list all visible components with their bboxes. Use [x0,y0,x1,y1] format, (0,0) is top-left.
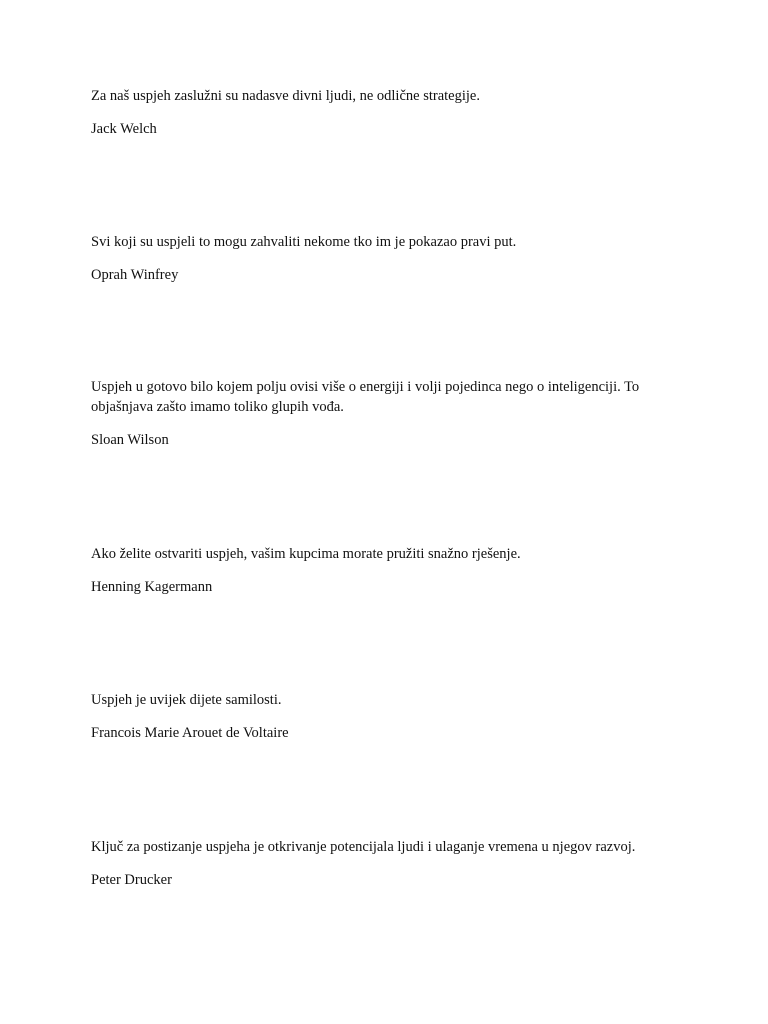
quote-author: Francois Marie Arouet de Voltaire [91,725,289,741]
quote-block [91,690,691,743]
quote-author: Oprah Winfrey [91,267,179,283]
quote-block [91,86,691,139]
quote-author: Jack Welch [91,121,157,137]
quote-text: Ako želite ostvariti uspjeh, vašim kupcima morate pružiti snažno rješenje. [91,546,521,562]
quote-block [91,837,691,890]
quote-author: Sloan Wilson [91,432,169,448]
quote-block [91,544,691,597]
quote-text: Uspjeh je uvijek dijete samilosti. [91,692,282,708]
quote-author: Peter Drucker [91,872,172,888]
quote-text: Za naš uspjeh zaslužni su nadasve divni ljudi, ne odlične strategije. [91,88,480,104]
quote-block [91,377,691,450]
quote-block [91,232,691,285]
quote-text: Svi koji su uspjeli to mogu zahvaliti nekome tko im je pokazao pravi put. [91,234,517,250]
quote-text: Uspjeh u gotovo bilo kojem polju ovisi više o energiji i volji pojedinca nego o inteligenciji. To objašnjava zašto imamo toliko glupih vođa. [91,379,640,415]
quote-text: Ključ za postizanje uspjeha je otkrivanje potencijala ljudi i ulaganje vremena u njegov razvoj. [91,839,636,855]
quote-author: Henning Kagermann [91,579,213,595]
